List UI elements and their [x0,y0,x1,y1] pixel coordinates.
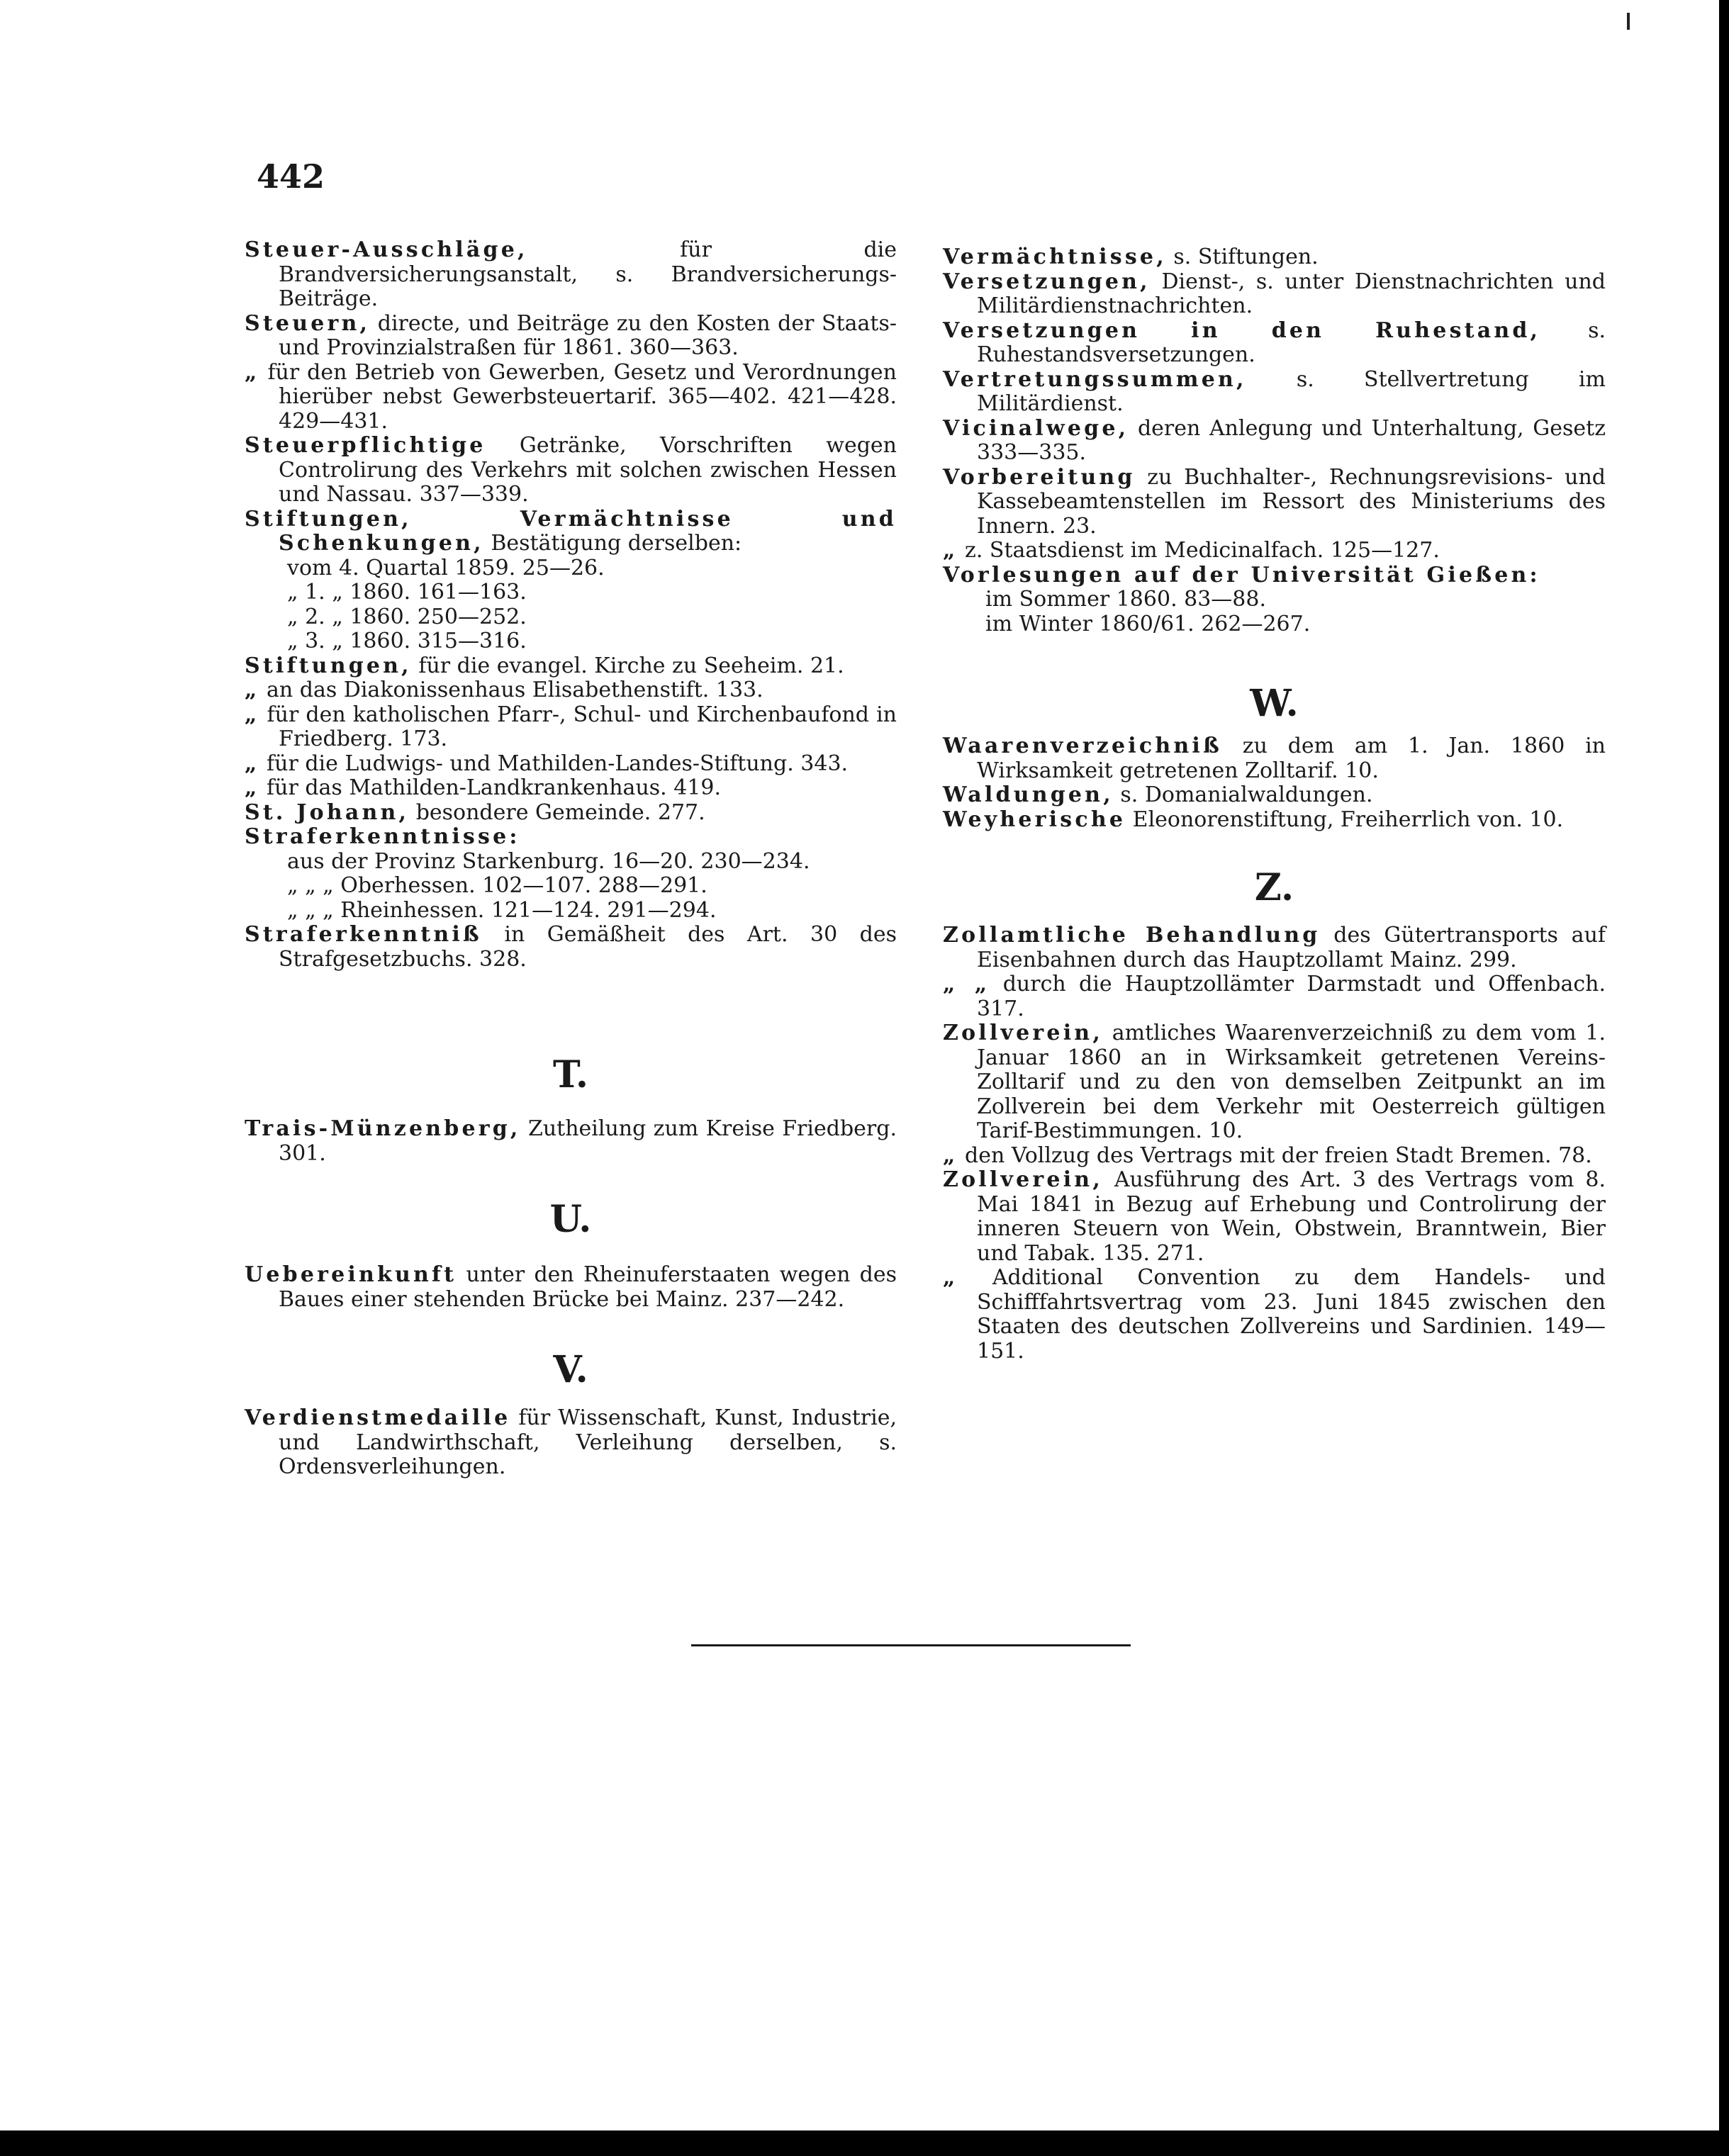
entry-text: an das Diakonissenhaus Elisabethenstift. 133. [267,678,763,702]
closing-rule [691,1644,1131,1646]
entry-text: im Winter 1860/61. 262—267. [985,611,1311,636]
index-entry [943,612,1606,637]
entry-text: s. Ruhestandsversetzungen. [977,318,1606,367]
entry-keyword: Vicinalwege, [943,415,1129,441]
entry-text: im Sommer 1860. 83—88. [985,587,1267,612]
section-letter-v: V. [553,1348,588,1391]
index-entry [245,678,897,703]
section-v-entries [245,1406,897,1480]
entry-keyword: Vorbereitung [943,464,1136,490]
entry-keyword: St. Johann, [245,799,410,825]
index-entry [245,752,897,777]
entry-keyword: Vermächtnisse, [943,245,1167,269]
index-entry [943,417,1606,466]
entry-text: unter den Rheinuferstaaten wegen des Baues einer stehenden Brücke bei Mainz. 237—242. [279,1262,897,1312]
index-entry [245,654,897,679]
scan-border-right [1719,0,1729,2156]
index-entry [245,238,897,312]
entry-keyword: Steuerpflichtige [245,433,486,458]
index-entry [245,1263,897,1312]
index-entry [245,605,897,630]
entry-keyword: „ „ [943,972,990,996]
index-entry [943,923,1606,972]
entry-keyword: „ [245,702,260,727]
entry-keyword: Versetzungen in den Ruhestand, [943,318,1541,343]
section-letter-w: W. [1250,682,1299,725]
section-w-entries [943,734,1606,832]
entry-keyword: „ [245,359,260,385]
entry-text: besondere Gemeinde. 277. [415,799,705,825]
entry-text: „ 2. „ 1860. 250—252. [287,604,527,629]
index-entry [943,1021,1606,1144]
section-z-entries [943,923,1606,1364]
index-entry [943,1144,1606,1169]
index-entry [245,312,897,361]
entry-keyword: „ [943,1142,958,1168]
index-entry [245,874,897,899]
section-u-entries [245,1263,897,1312]
entry-keyword: Stiftungen, Vermächtnisse und Schenkungen, [245,506,897,556]
entry-text: s. Stellvertretung im Militärdienst. [977,366,1606,416]
page-number: 442 [257,157,325,196]
entry-keyword: Waarenverzeichniß [943,734,1222,758]
entry-text: directe, und Beiträge zu den Kosten der Staats- und Provinzialstraßen für 1861. 360—363. [279,310,897,360]
entry-keyword: Waldungen, [943,782,1114,807]
index-entry [245,556,897,581]
entry-text: Ausführung des Art. 3 des Vertrags vom 8. Mai 1841 in Bezug auf Erhebung und Controlirung der inneren Steuern von Wein, Obstwein, Branntwein, Bier und Tabak. 135. 271. [977,1167,1606,1266]
index-entry [245,507,897,556]
entry-keyword: Straferkenntniß [245,922,482,947]
section-letter-z: Z. [1254,866,1294,909]
index-entry [943,539,1606,563]
entry-keyword: Stiftungen, [245,653,412,678]
entry-text: Getränke, Vorschriften wegen Controlirung des Verkehrs mit solchen zwischen Hessen und Nassau. 337—339. [279,433,897,507]
entry-text: „ „ „ Oberhessen. 102—107. 288—291. [287,873,707,898]
index-entry [245,850,897,875]
index-entry [943,972,1606,1021]
index-entry [245,1406,897,1480]
section-letter-u: U. [549,1198,592,1241]
index-entry [245,703,897,752]
index-entry [943,466,1606,539]
entry-text: amtliches Waarenverzeichniß zu dem vom 1. Januar 1860 an in Wirksamkeit getretenen Vereins-Zolltarif und zu den von demselben Zeitpunkt an im Zollverein bei dem Verkehr mit Oesterreich gültigen Tarif-Bestimmungen. 10. [977,1021,1606,1143]
index-entry [245,1117,897,1166]
entry-text: „ „ „ Rheinhessen. 121—124. 291—294. [287,897,717,923]
index-entry [943,1168,1606,1266]
entry-text: aus der Provinz Starkenburg. 16—20. 230—234. [287,848,810,874]
index-entry [943,734,1606,783]
index-entry [245,801,897,826]
entry-keyword: Uebereinkunft [245,1262,457,1287]
index-entry [943,368,1606,417]
section-letter-t: T. [552,1053,589,1096]
corner-mark [1627,13,1630,30]
entry-text: für die Brandversicherungsanstalt, s. Brandversicherungs-Beiträge. [279,237,897,311]
entry-text: für die evangel. Kirche zu Seeheim. 21. [418,653,844,678]
entry-text: zu Buchhalter-, Rechnungsrevisions- und Kassebeamtenstellen im Ressort des Ministeriums des Innern. 23. [977,464,1606,539]
index-entry [245,923,897,972]
index-entry [245,629,897,654]
entry-text: für das Mathilden-Landkrankenhaus. 419. [267,775,722,800]
index-entry [245,776,897,801]
entry-keyword: Steuern, [245,310,371,336]
entry-text: zu dem am 1. Jan. 1860 in Wirksamkeit getretenen Zolltarif. 10. [977,734,1606,783]
index-entry [943,1266,1606,1364]
index-entry [943,808,1606,833]
entry-text: durch die Hauptzollämter Darmstadt und Offenbach. 317. [977,972,1606,1021]
entry-text: s. Stiftungen. [1173,245,1319,269]
entry-keyword: „ [943,1265,958,1290]
index-entry [943,319,1606,368]
index-entry [245,580,897,605]
entry-text: Additional Convention zu dem Handels- und Schifffahrtsvertrag vom 23. Juni 1845 zwischen den Staaten des deutschen Zollvereins und Sardinien. 149—151. [977,1265,1606,1364]
entry-text: des Gütertransports auf Eisenbahnen durch das Hauptzollamt Mainz. 299. [977,923,1606,972]
entry-keyword: Trais-Münzenberg, [245,1116,521,1141]
left-column [245,238,897,972]
entry-text: Eleonorenstiftung, Freiherrlich von. 10. [1132,807,1564,832]
entry-text: für den katholischen Pfarr-, Schul- und Kirchenbaufond in Friedberg. 173. [267,702,897,751]
entry-keyword: Zollverein, [943,1021,1103,1045]
entry-keyword: Zollamtliche Behandlung [943,923,1321,948]
entry-text: für den Betrieb von Gewerben, Gesetz und Verordnungen hierüber nebst Gewerbsteuertarif. 365—402. 421—428. 429—431. [267,359,897,434]
index-entry [245,899,897,923]
entry-keyword: Zollverein, [943,1167,1103,1192]
entry-text: Dienst-, s. unter Dienstnachrichten und Militärdienstnachrichten. [977,269,1606,318]
entry-keyword: „ [245,775,260,800]
entry-text: für Wissenschaft, Kunst, Industrie, und Landwirthschaft, Verleihung derselben, s. Ordensverleihungen. [279,1405,897,1479]
entry-text: Zutheilung zum Kreise Friedberg. 301. [279,1116,897,1166]
index-entry [943,563,1606,588]
scan-border-bottom [0,2130,1729,2156]
right-column [943,245,1606,636]
entry-keyword: Vorlesungen auf der Universität Gießen: [943,562,1540,588]
entry-keyword: Vertretungssummen, [943,366,1247,392]
entry-keyword: „ [245,678,260,702]
index-entry [943,783,1606,808]
index-entry [943,245,1606,270]
entry-keyword: „ [943,538,958,563]
entry-keyword: Straferkenntnisse: [245,824,520,849]
entry-text: „ 1. „ 1860. 161—163. [287,580,527,605]
entry-text: für die Ludwigs- und Mathilden-Landes-Stiftung. 343. [267,751,849,776]
entry-text: „ 3. „ 1860. 315—316. [287,629,527,653]
index-entry [943,588,1606,612]
index-entry [245,825,897,850]
section-t-entries [245,1117,897,1166]
entry-text: s. Domanialwaldungen. [1120,782,1373,807]
index-entry [245,434,897,507]
entry-text: vom 4. Quartal 1859. 25—26. [287,555,605,580]
entry-text: den Vollzug des Vertrags mit der freien Stadt Bremen. 78. [965,1142,1592,1168]
entry-keyword: Verdienstmedaille [245,1405,511,1430]
entry-text: deren Anlegung und Unterhaltung, Gesetz 333—335. [977,415,1606,465]
entry-keyword: Weyherische [943,807,1126,832]
entry-keyword: Steuer-Ausschläge, [245,237,528,262]
index-entry [245,361,897,434]
entry-keyword: „ [245,751,260,776]
entry-text: Bestätigung derselben: [491,531,742,556]
entry-text: in Gemäßheit des Art. 30 des Strafgesetzbuchs. 328. [279,922,897,972]
entry-text: z. Staatsdienst im Medicinalfach. 125—127. [965,538,1440,563]
entry-keyword: Versetzungen, [943,269,1151,294]
index-entry [943,270,1606,319]
